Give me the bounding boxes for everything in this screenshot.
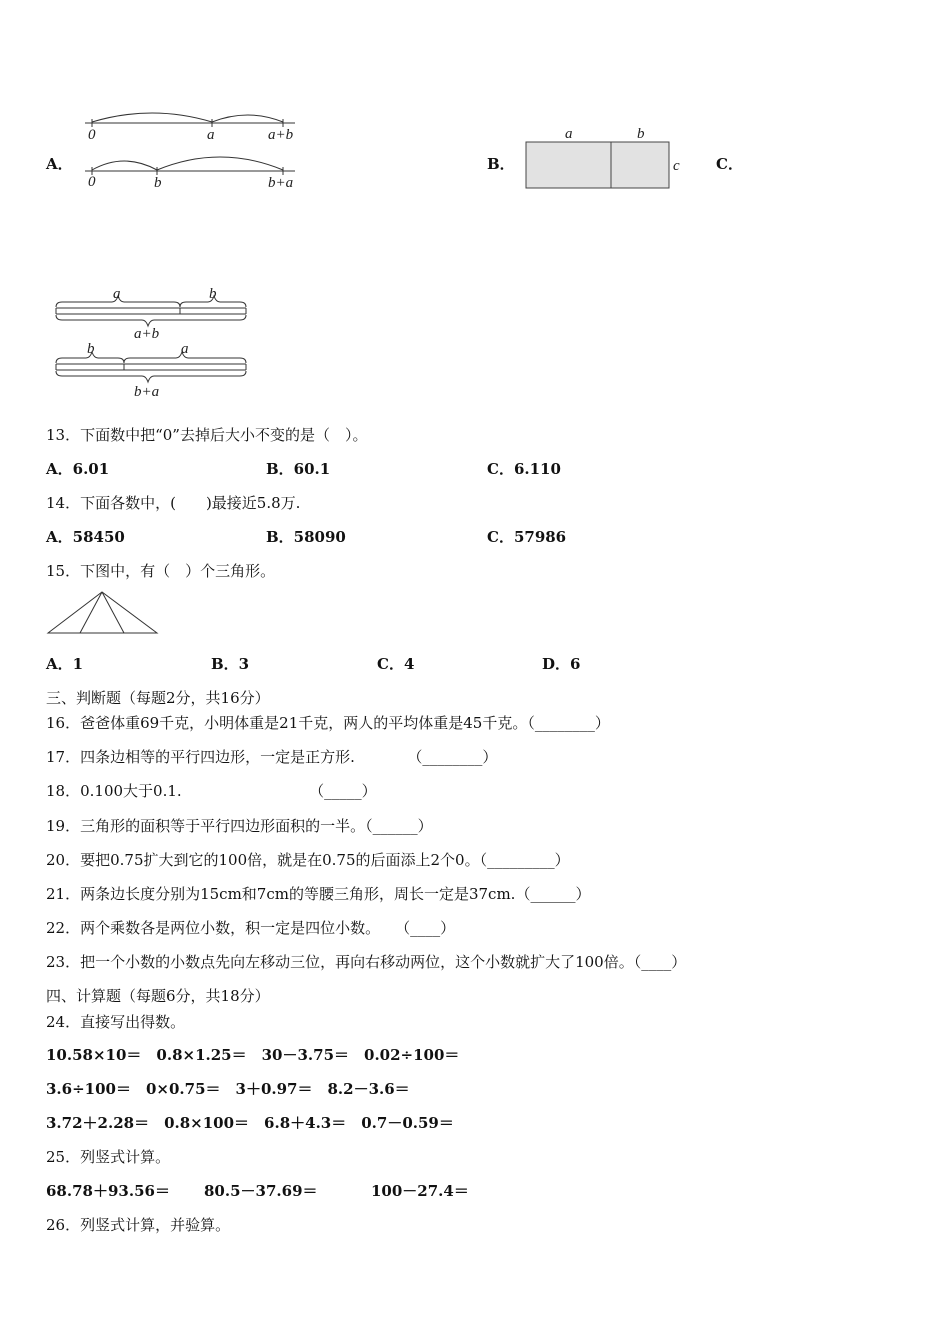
q15-option-d[interactable]: D．6 xyxy=(542,655,581,673)
q13-option-c[interactable]: C．6.110 xyxy=(487,460,561,478)
q20-statement: 20．要把0.75扩大到它的100倍，就是在0.75的后面添上2个0。（_________） xyxy=(46,851,570,869)
label-zero: 0 xyxy=(88,127,96,143)
q14-option-a[interactable]: A．58450 xyxy=(46,528,125,546)
q19-statement: 19．三角形的面积等于平行四边形面积的一半。（______） xyxy=(46,817,433,835)
q15-option-b[interactable]: B．3 xyxy=(211,655,250,673)
q14-option-c[interactable]: C．57986 xyxy=(487,528,567,546)
q14-stem: 14．下面各数中，( )最接近5.8万. xyxy=(46,494,301,512)
label-a-plus-b: a+b xyxy=(134,326,160,342)
q17-statement: 17．四条边相等的平行四边形，一定是正方形. （________） xyxy=(46,748,498,766)
q15-stem: 15．下图中，有（ ）个三角形。 xyxy=(46,562,276,580)
q12-option-a-number-line-diagram xyxy=(80,104,310,194)
q15-triangle-figure xyxy=(44,588,162,638)
q25-item-1: 68.78＋93.56＝ xyxy=(46,1182,170,1200)
q12-option-b-label: B． xyxy=(487,155,515,173)
q14-option-b[interactable]: B．58090 xyxy=(266,528,346,546)
label-a: a xyxy=(207,127,215,143)
label-b-plus-a: b+a xyxy=(268,175,294,191)
label-c: c xyxy=(673,158,680,174)
q25-stem: 25．列竖式计算。 xyxy=(46,1148,171,1166)
q12-option-b-rectangle-diagram xyxy=(520,122,690,194)
q15-option-c[interactable]: C．4 xyxy=(377,655,415,673)
q23-statement: 23．把一个小数的小数点先向左移动三位，再向右移动两位，这个小数就扩大了100倍。（____） xyxy=(46,953,687,971)
q21-statement: 21．两条边长度分别为15cm和7cm的等腰三角形，周长一定是37cm.（______） xyxy=(46,885,591,903)
q24-row-1: 10.58×10＝ 0.8×1.25＝ 30－3.75＝ 0.02÷100＝ xyxy=(46,1046,460,1064)
q18-statement: 18．0.100大于0.1. （_____） xyxy=(46,782,377,800)
label-b-plus-a: b+a xyxy=(134,384,160,400)
q13-option-a[interactable]: A．6.01 xyxy=(46,460,110,478)
label-a: a xyxy=(113,286,121,302)
section4-heading: 四、计算题（每题6分，共18分） xyxy=(46,987,270,1005)
q12-option-c-brace-diagram xyxy=(50,283,255,403)
q13-option-b[interactable]: B．60.1 xyxy=(266,460,331,478)
q12-option-a-label: A． xyxy=(46,155,73,173)
label-a: a xyxy=(565,126,573,142)
q12-option-c-label: C． xyxy=(716,155,743,173)
label-b: b xyxy=(154,175,162,191)
label-b: b xyxy=(637,126,645,142)
q24-stem: 24．直接写出得数。 xyxy=(46,1013,186,1031)
label-b: b xyxy=(209,286,217,302)
section3-heading: 三、判断题（每题2分，共16分） xyxy=(46,689,270,707)
q24-row-2: 3.6÷100＝ 0×0.75＝ 3＋0.97＝ 8.2－3.6＝ xyxy=(46,1080,410,1098)
label-a-plus-b: a+b xyxy=(268,127,294,143)
q25-item-2: 80.5－37.69＝ xyxy=(204,1182,318,1200)
q16-statement: 16．爸爸体重69千克，小明体重是21千克，两人的平均体重是45千克。（________） xyxy=(46,714,610,732)
q22-statement: 22．两个乘数各是两位小数，积一定是四位小数。 （____） xyxy=(46,919,456,937)
q26-stem: 26．列竖式计算，并验算。 xyxy=(46,1216,231,1234)
label-a: a xyxy=(181,341,189,357)
q13-stem: 13．下面数中把“0”去掉后大小不变的是（ ）。 xyxy=(46,426,368,444)
label-b: b xyxy=(87,341,95,357)
q15-option-a[interactable]: A．1 xyxy=(46,655,84,673)
q24-row-3: 3.72＋2.28＝ 0.8×100＝ 6.8＋4.3＝ 0.7－0.59＝ xyxy=(46,1114,454,1132)
label-zero-2: 0 xyxy=(88,174,96,190)
q25-item-3: 100－27.4＝ xyxy=(371,1182,469,1200)
